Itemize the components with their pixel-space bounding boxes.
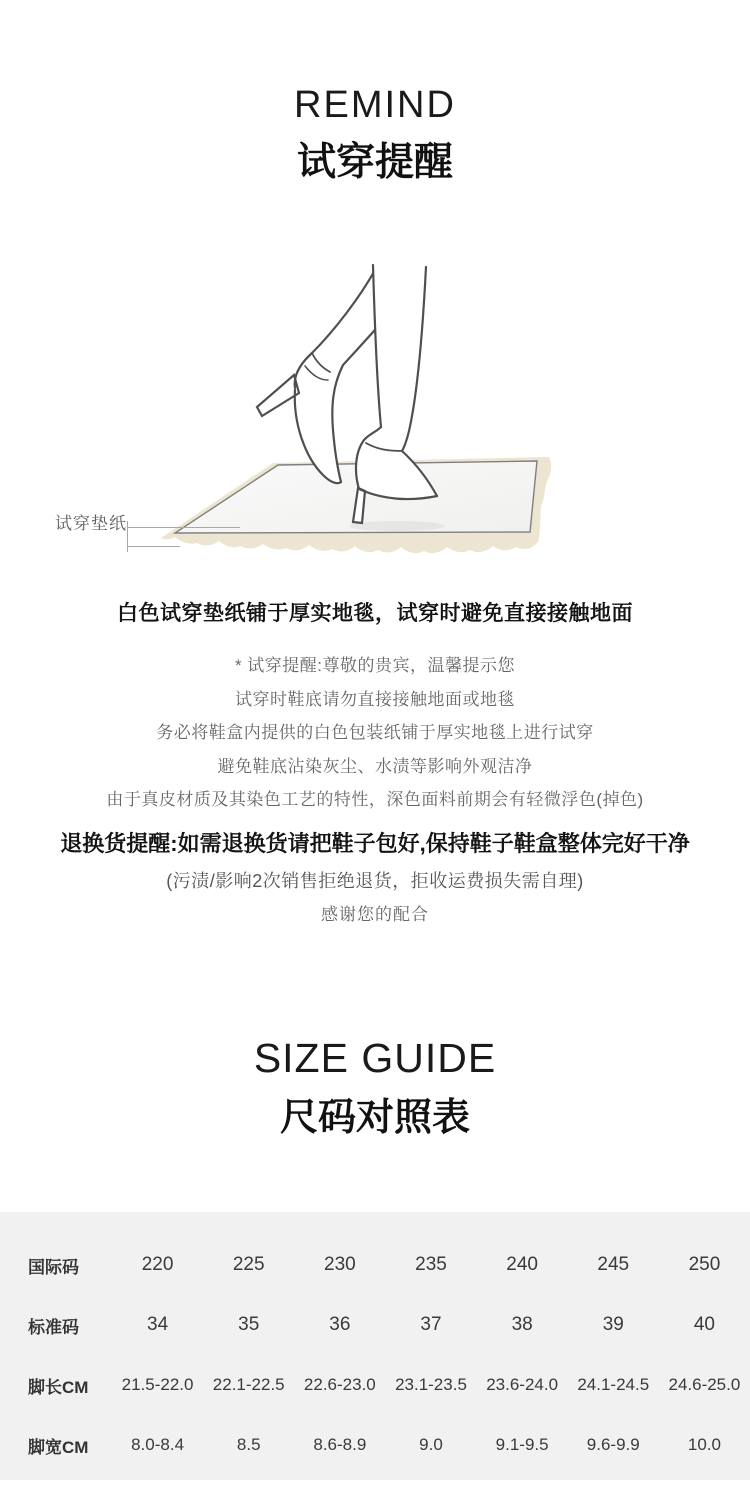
cell: 22.6-23.0 [303, 1375, 376, 1394]
cell: 22.1-22.5 [212, 1375, 285, 1394]
shoe-shadow [349, 521, 445, 531]
remind-title-en: REMIND [294, 84, 456, 126]
cell: 24.1-24.5 [577, 1375, 650, 1394]
cell: 8.6-8.9 [313, 1435, 367, 1454]
callout-bracket-line [127, 521, 128, 552]
note-line: 避免鞋底沾染灰尘、水渍等影响外观洁净 [217, 756, 533, 776]
note-line: 由于真皮材质及其染色工艺的特性，深色面料前期会有轻微浮色(掉色) [106, 790, 644, 809]
cell: 34 [147, 1314, 169, 1335]
return-policy-line: 退换货提醒:如需退换货请把鞋子包好,保持鞋子鞋盒整体完好干净 [60, 831, 690, 856]
cell: 250 [688, 1254, 721, 1275]
table-row-international [0, 1235, 750, 1295]
note-line: 试穿时鞋底请勿直接接触地面或地毯 [235, 689, 515, 709]
remind-title-zh: 试穿提醒 [296, 141, 453, 184]
paper-callout-label: 试穿垫纸 [55, 514, 127, 533]
callout-leader-bottom [128, 546, 180, 547]
cell: 39 [602, 1314, 624, 1335]
note-line: 务必将鞋盒内提供的白色包装纸铺于厚实地毯上进行试穿 [156, 723, 594, 742]
callout-leader-top [128, 527, 240, 528]
return-policy-note: (污渍/影响2次销售拒绝退货，拒收运费损失需自理) [166, 871, 584, 891]
table-row-foot-width [0, 1415, 750, 1475]
cell: 230 [324, 1254, 356, 1275]
cell: 23.1-23.5 [395, 1375, 467, 1394]
size-guide-title-zh: 尺码对照表 [279, 1097, 470, 1139]
cell: 235 [415, 1254, 447, 1275]
row-label: 脚长CM [28, 1377, 89, 1397]
size-table [0, 1212, 750, 1480]
cell: 21.5-22.0 [121, 1375, 194, 1394]
row-label: 国际码 [28, 1257, 79, 1277]
size-guide-title-en: SIZE GUIDE [253, 1035, 497, 1081]
cell: 8.5 [236, 1435, 261, 1454]
cell: 36 [329, 1314, 351, 1335]
cell: 220 [141, 1254, 174, 1275]
cell: 8.0-8.4 [131, 1435, 185, 1454]
cell: 24.6-25.0 [668, 1375, 741, 1394]
cell: 38 [511, 1314, 533, 1335]
cell: 245 [597, 1254, 630, 1275]
thanks-line: 感谢您的配合 [321, 905, 429, 924]
cell: 23.6-24.0 [486, 1375, 559, 1394]
table-row-foot-length [0, 1355, 750, 1415]
cell: 10.0 [687, 1435, 721, 1454]
note-line: * 试穿提醒:尊敬的贵宾，温馨提示您 [234, 656, 516, 675]
tryon-notes [0, 649, 750, 817]
table-row-standard [0, 1295, 750, 1355]
cell: 37 [420, 1314, 442, 1335]
row-label: 脚宽CM [28, 1437, 89, 1457]
cell: 9.0 [419, 1435, 443, 1454]
tryon-headline: 白色试穿垫纸铺于厚实地毯，试穿时避免直接接触地面 [117, 602, 633, 625]
cell: 225 [232, 1254, 265, 1275]
row-label: 标准码 [28, 1317, 79, 1337]
cell: 40 [693, 1314, 715, 1335]
tryon-illustration [145, 225, 605, 575]
cell: 9.1-9.5 [495, 1435, 549, 1454]
cell: 9.6-9.9 [586, 1435, 640, 1454]
cell: 35 [238, 1314, 260, 1335]
cell: 240 [506, 1254, 538, 1275]
